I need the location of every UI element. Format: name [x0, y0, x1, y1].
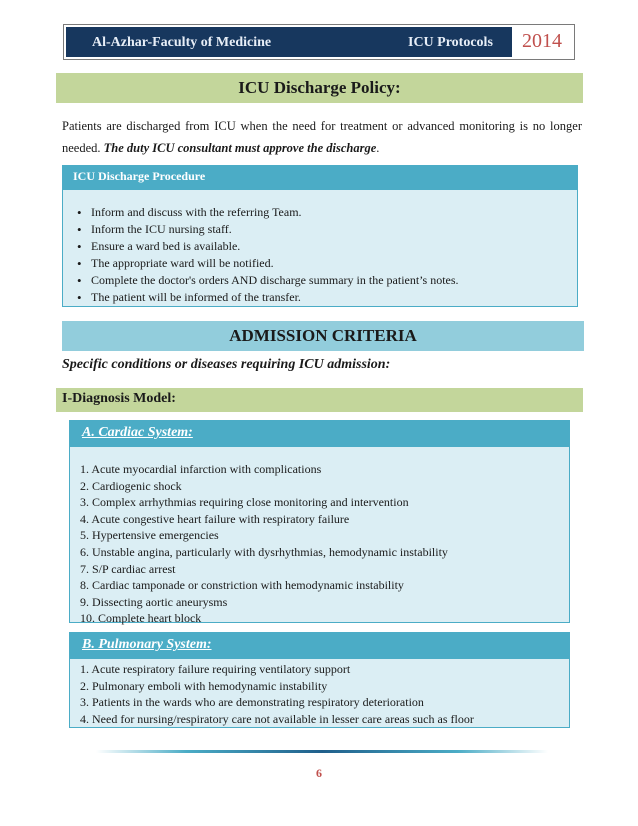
pulmonary-list — [70, 659, 569, 727]
header-doc-title: ICU Protocols — [408, 35, 493, 50]
list-item: 4. Acute congestive heart failure with respiratory failure — [80, 511, 350, 526]
list-item: 4. Need for nursing/respiratory care not available in lesser care areas such as floor — [80, 711, 474, 726]
list-item: • Inform the ICU nursing staff. — [91, 221, 577, 238]
list-item: 9. Dissecting aortic aneurysms — [80, 594, 228, 609]
list-item: 1. Acute myocardial infarction with complications — [80, 462, 322, 476]
admission-title: ADMISSION CRITERIA — [62, 321, 584, 351]
list-item: 7. S/P cardiac arrest — [80, 561, 176, 576]
list-item: • Inform and discuss with the referring Team. — [91, 204, 577, 221]
list-item: 10. Complete heart block — [80, 611, 202, 626]
policy-paragraph — [62, 115, 582, 159]
procedure-list — [63, 190, 577, 306]
list-item: 2. Pulmonary emboli with hemodynamic instability — [80, 678, 328, 693]
list-item: 5. Hypertensive emergencies — [80, 528, 219, 543]
list-item: 3. Patients in the wards who are demonstrating respiratory deterioration — [80, 695, 424, 710]
diagnosis-heading: I-Diagnosis Model: — [56, 388, 583, 412]
list-item: 1. Acute respiratory failure requiring ventilatory support — [80, 662, 351, 676]
policy-title: ICU Discharge Policy: — [56, 73, 583, 103]
admission-subtitle: Specific conditions or diseases requiring ICU admission: — [62, 357, 391, 372]
policy-emphasis: The duty ICU consultant must approve the discharge — [103, 141, 377, 155]
pulmonary-heading: B. Pulmonary System: — [70, 633, 569, 659]
header-year: 2014 — [510, 27, 572, 57]
list-item: 3. Complex arrhythmias requiring close monitoring and intervention — [80, 495, 409, 510]
cardiac-heading: A. Cardiac System: — [70, 421, 569, 447]
procedure-heading: ICU Discharge Procedure — [63, 166, 577, 190]
footer-divider — [96, 750, 548, 753]
cardiac-list — [70, 447, 569, 627]
list-item: 6. Unstable angina, particularly with dysrhythmias, hemodynamic instability — [80, 544, 448, 559]
header-institution: Al-Azhar-Faculty of Medicine — [92, 35, 272, 50]
cardiac-system-box — [69, 420, 570, 626]
list-item: • Ensure a ward bed is available. — [91, 238, 577, 255]
policy-text-end: . — [376, 141, 380, 155]
list-item: • The patient will be informed of the transfer. — [91, 289, 577, 306]
list-item: 8. Cardiac tamponade or constriction with hemodynamic instability — [80, 578, 404, 593]
list-item: 2. Cardiogenic shock — [80, 478, 182, 493]
list-item: • The appropriate ward will be notified. — [91, 255, 577, 272]
page-number: 6 — [316, 766, 322, 780]
policy-text: Patients are discharged from ICU when the need for treatment or advanced monitoring is no longer needed. — [62, 119, 582, 155]
pulmonary-system-box — [69, 632, 570, 728]
discharge-procedure-box — [62, 165, 578, 307]
list-item: • Complete the doctor's orders AND discharge summary in the patient’s notes. — [91, 272, 577, 289]
header-banner — [66, 27, 572, 57]
page-header — [63, 24, 575, 60]
